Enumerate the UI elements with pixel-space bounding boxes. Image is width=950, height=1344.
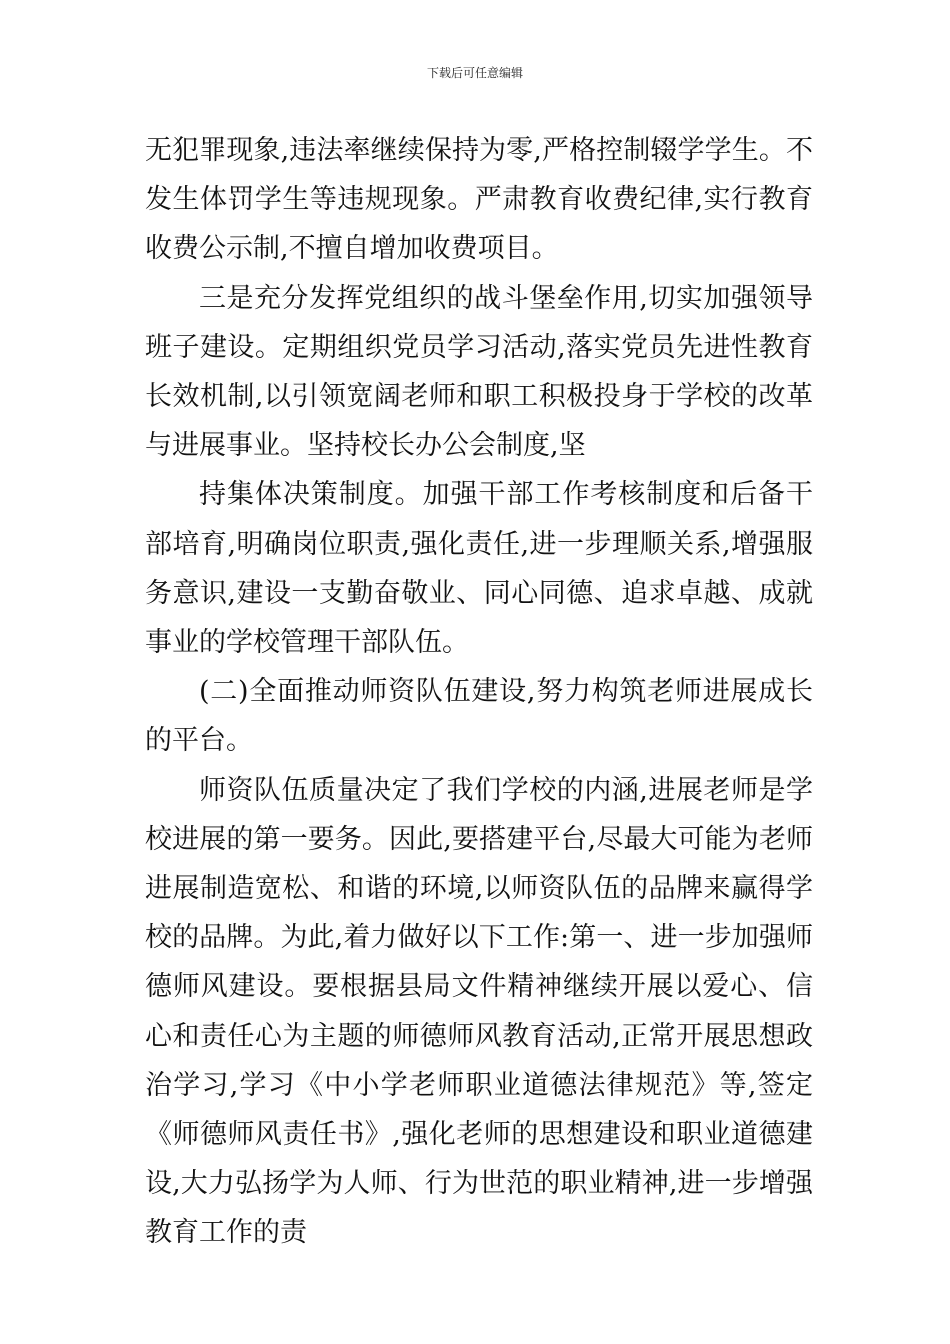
- paragraph-4-section-heading: (二)全面推动师资队伍建设,努力构筑老师进展成长的平台。: [145, 676, 813, 757]
- paragraph-1: 无犯罪现象,违法率继续保持为零,严格控制辍学学生。不发生体罚学生等违规现象。严肃教育收费纪律,实行教育收费公示制,不擅自增加收费项目。: [145, 135, 813, 265]
- paragraph-5: 师资队伍质量决定了我们学校的内涵,进展老师是学校进展的第一要务。因此,要搭建平台,尽最大可能为老师进展制造宽松、和谐的环境,以师资队伍的品牌来赢得学校的品牌。为此,着力做好以下工作:第一、进一步加强师德师风建设。要根据县局文件精神继续开展以爱心、信心和责任心为主题的师德师风教育活动,正常开展思想政治学习,学习《中小学老师职业道德法律规范》等,签定《师德师风责任书》,强化老师的思想建设和职业道德建设,大力弘扬学为人师、行为世范的职业精神,进一步增强教育工作的责: [145, 774, 813, 1249]
- paragraph-3: 持集体决策制度。加强干部工作考核制度和后备干部培育,明确岗位职责,强化责任,进一步理顺关系,增强服务意识,建设一支勤奋敬业、同心同德、追求卓越、成就事业的学校管理干部队伍。: [145, 479, 813, 659]
- paragraph-2: 三是充分发挥党组织的战斗堡垒作用,切实加强领导班子建设。定期组织党员学习活动,落实党员先进性教育长效机制,以引领宽阔老师和职工积极投身于学校的改革与进展事业。坚持校长办公会制度,坚: [145, 282, 813, 462]
- document-body: [145, 126, 813, 1258]
- page-header-note: 下载后可任意编辑: [426, 66, 523, 80]
